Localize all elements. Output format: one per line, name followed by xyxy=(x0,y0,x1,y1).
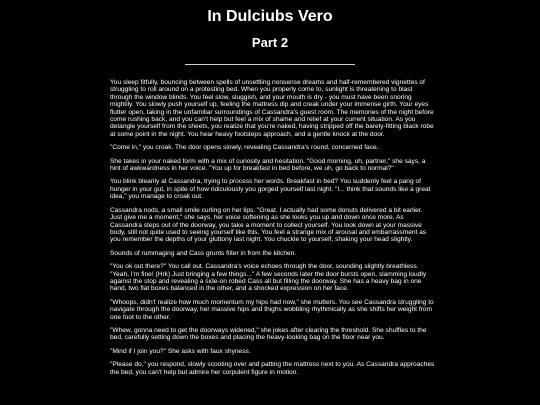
story-paragraph: "Come in," you croak. The door opens slowly, revealing Cassandra's round, concerned face. xyxy=(110,144,379,152)
story-paragraph: She takes in your naked form with a mix of curiosity and hesitation. "Good morning, uh, partner," she says, a hint of awkwardness in her voice. "You up for breakfast in bed before, we uh, go back to normal?" xyxy=(110,157,426,173)
story-paragraph: "Whoops, didn't realize how much momentum my hips had now," she mutters. You see Cassandra struggling to navigate through the doorway, her massive hips and thighs wobbling rhythmically as she shifts her weight from one foot to the other. xyxy=(110,298,434,321)
story-paragraph: Sounds of rummaging and Cass grunts filter in from the kitchen. xyxy=(110,249,297,257)
horizontal-divider xyxy=(185,64,355,65)
story-paragraph: You blink blearily at Cassandra, trying to process her words. Breakfast in bed? You suddenly feel a pang of hunger in your gut, in spite of how ridiculously you gorged yourself last night. "I... think that sounds like a great idea," you manage to croak out. xyxy=(110,178,431,201)
part-heading: Part 2 xyxy=(251,35,289,50)
story-paragraph: You sleep fitfully, bouncing between spells of unsettling nonsense dreams and half-remembered vignettes of struggling to roll around on a protesting bed. When you properly come to, sunlight is threatening to blast through the window blinds. You feel slow, sluggish, and your mouth is dry - you must have been snoring mightily. You slowly push yourself up, feeling the mattress dip and creak under your immense girth. Your eyes flutter open, taking in the unfamiliar surroundings of Cassandra's guest room. The memories of the night before come rushing back, and you can't help but feel a mix of shame and relief at your current situation. As you detangle yourself from the sheets, you realize that you're naked, having stripped off the barely-fitting black robe at some point in the night. You hear heavy footsteps approach, and a gentle knock at the door. xyxy=(110,79,434,138)
story-title: In Dulciubs Vero xyxy=(207,8,333,25)
story-paragraph: "Please do," you respond, slowly scooting over and patting the mattress next to you. As Cassandra approaches the bed, you can't help but admire her corpulent figure in motion. xyxy=(110,361,435,376)
story-paragraph: "Mind if I join you?" She asks with faux shyness. xyxy=(110,347,251,355)
story-paragraph: "You ok out there?" You call out. Cassandra's voice echoes through the door, sounding slightly breathless. "Yeah, I'm fine! (Hrk) Just bringing a few things..." A few seconds later the door bursts open, slamming loudly against the stop and revealing a side-on robed Cass all but filling the doorway. She has a heavy bag in one hand, two flat boxes balanced in the other, and a shocked expression on her face. xyxy=(110,263,427,293)
story-body xyxy=(110,79,435,382)
story-paragraph: "Whew, gonna need to get the doorways widened," she jokes after clearing the threshold. She shuffles to the bed, carefully setting down the boxes and placing the heavy-looking bag on the floor near you. xyxy=(110,326,427,342)
story-paragraph: Cassandra nods, a small smile curling on her lips. "Great. I actually had some donuts delivered a bit earlier. Just give me a moment," she says, her voice softening as she looks you up and down once more. As Cassandra steps out of the doorway, you take a moment to collect yourself. You look down at your massive body, still not quite used to seeing yourself like this. You feel a strange mix of arousal and embarrassment as you remember the depths of your gluttony last night. You chuckle to yourself, shaking your head slightly. xyxy=(110,206,427,244)
